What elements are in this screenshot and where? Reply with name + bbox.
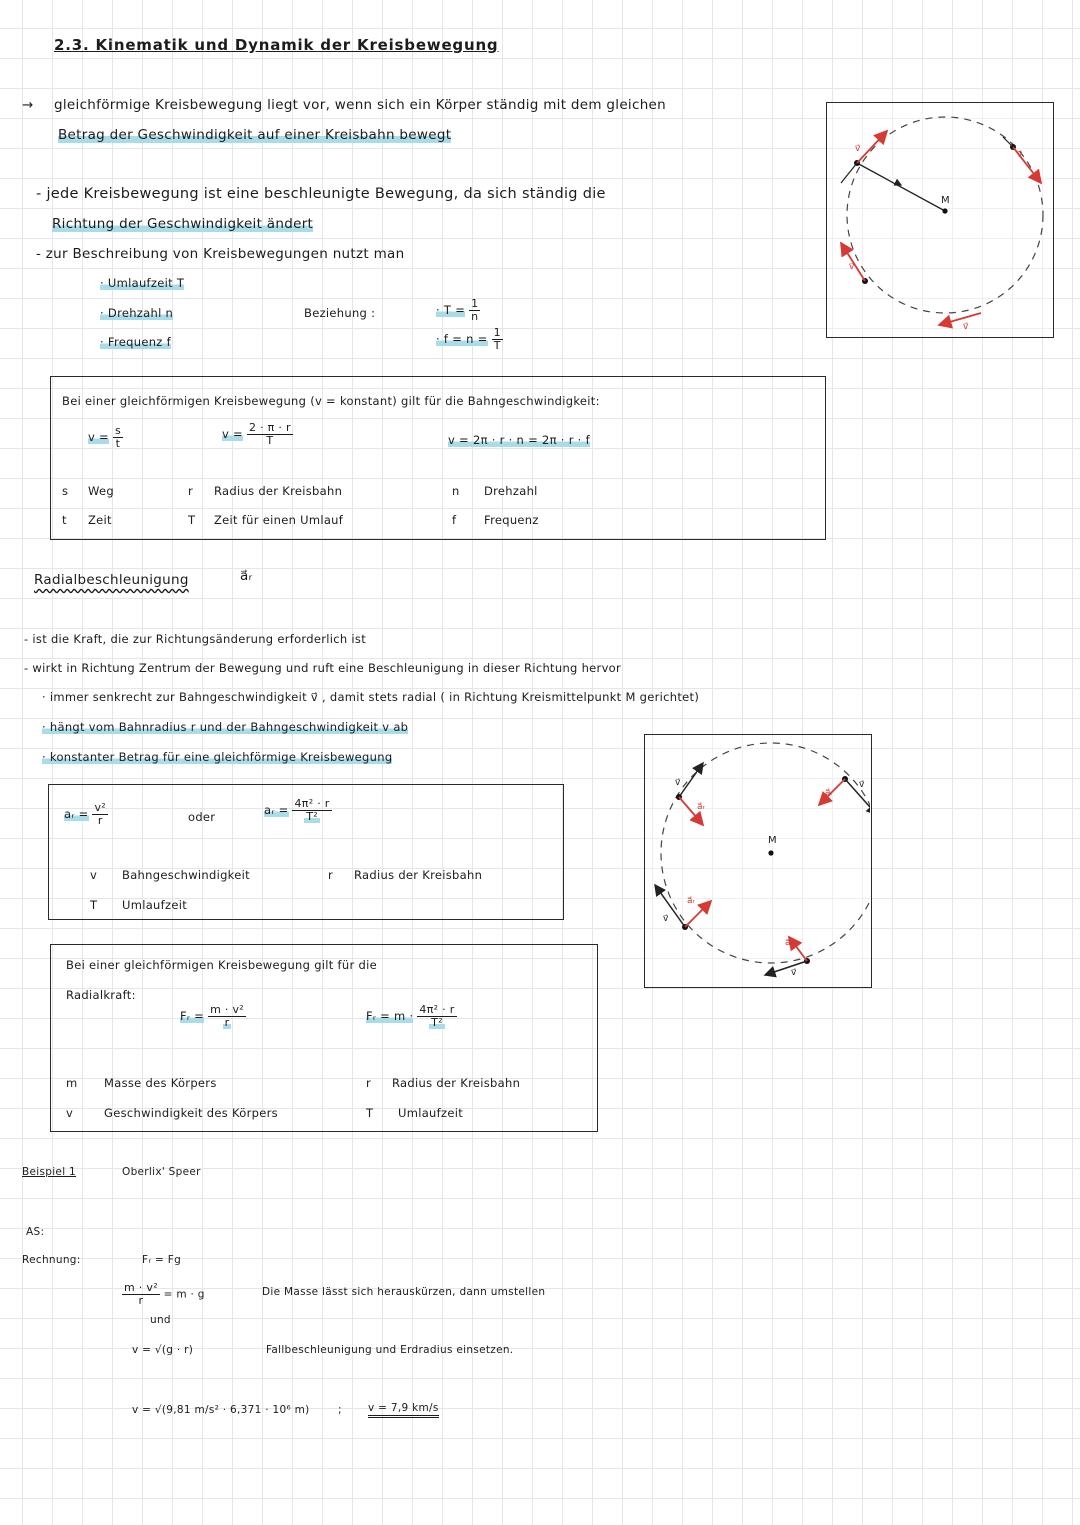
page-title: 2.3. Kinematik und Dynamik der Kreisbewegung [54,36,499,54]
box3-formula-1: Fᵣ = $\frac{\text{m · v²}}{r}$ [180,1003,244,1029]
radial-heading: Radialbeschleunigung [34,572,189,588]
diagram2-a-label-1: a⃗ᵣ [697,802,705,812]
intro-line-1: gleichförmige Kreisbewegung liegt vor, wenn sich ein Körper ständig mit dem gleichen [54,97,667,113]
radial-bullet-1: - ist die Kraft, die zur Richtungsänderung erforderlich ist [24,632,367,646]
diagram1-v-label-4: v⃗ [963,322,969,332]
legend-s: Weg [88,484,114,498]
radial-sub-2: · hängt vom Bahnradius r und der Bahngeschwindigkeit v ab [42,720,409,734]
legend-T: Zeit für einen Umlauf [214,513,344,527]
point-2: - zur Beschreibung von Kreisbewegungen nutzt man [36,246,405,262]
relation-label: Beziehung : [304,306,376,320]
diagram2-v-label-2: v⃗ [859,780,865,790]
formula-box-radialkraft [50,944,598,1132]
intro-line-2: Betrag der Geschwindigkeit auf einer Kreisbahn bewegt [58,127,452,143]
example-eq-2: $\frac{\text{m · v²}}{r}$ = m · g [124,1281,205,1307]
legend-r: Radius der Kreisbahn [214,484,343,498]
radial-bullet-2: - wirkt in Richtung Zentrum der Bewegung und ruft eine Beschleunigung in dieser Richtung hervor [24,661,622,675]
quantity-drehzahl: · Drehzahl n [100,306,174,320]
example-result: v = 7,9 km/s [368,1402,439,1418]
legend-s-symbol: s [62,484,69,498]
box2-formula-2: aᵣ = $\frac{\text{4π² · r}}{\text{T²}}$ [264,797,330,823]
example-and: und [150,1314,171,1326]
example-note-1: Die Masse lässt sich herauskürzen, dann umstellen [262,1286,546,1298]
box3-formula-2: Fᵣ = m · $\frac{\text{4π² · r}}{\text{T²}}$ [366,1003,455,1029]
diagram2-center-label: M [768,835,777,846]
quantity-umlaufzeit: · Umlaufzeit T [100,276,185,290]
legend-f-symbol: f [452,513,457,527]
box3-legend-v: Geschwindigkeit des Körpers [104,1106,278,1120]
example-label: Beispiel 1 [22,1166,77,1178]
circle-diagram-velocity [826,102,1054,338]
relation-2: · f = n = $\frac{1}{T}$ [436,326,501,352]
example-note-2: Fallbeschleunigung und Erdradius einsetzen. [266,1344,514,1356]
example-eq-4: v = √(9,81 m/s² · 6,371 · 10⁶ m) [132,1404,310,1416]
box2-legend-T: Umlaufzeit [122,898,188,912]
diagram1-v-label-3: v⃗ [849,262,855,272]
diagram1-v-label-1: v⃗ [855,144,861,154]
relation-1: · T = $\frac{1}{n}$ [436,297,479,323]
box3-legend-T-symbol: T [366,1106,374,1120]
diagram1-v-label-2: v⃗ [1017,150,1023,160]
diagram2-v-label-1: v⃗ [675,778,681,788]
example-as: AS: [26,1226,45,1238]
box1-formula-1: v = $\frac{s}{t}$ [88,424,121,450]
box3-heading-1: Bei einer gleichförmigen Kreisbewegung gilt für die [66,958,377,972]
box2-legend-T-symbol: T [90,898,98,912]
legend-r-symbol: r [188,484,194,498]
box3-legend-m-symbol: m [66,1076,78,1090]
box3-legend-v-symbol: v [66,1106,74,1120]
box3-heading-2: Radialkraft: [66,988,136,1002]
box1-formula-3: v = 2π · r · n = 2π · r · f [448,433,590,447]
box2-formula-1: aᵣ = $\frac{\text{v²}}{r}$ [64,801,107,827]
example-eq-1: Fᵣ = Fg [142,1254,182,1266]
diagram2-a-label-3: a⃗ᵣ [687,896,695,906]
diagram2-a-label-4: a⃗ᵣ [785,938,793,948]
box3-legend-T: Umlaufzeit [398,1106,464,1120]
legend-n: Drehzahl [484,484,538,498]
example-calc-label: Rechnung: [22,1254,81,1266]
point-1-line-2: Richtung der Geschwindigkeit ändert [52,216,314,232]
example-separator: ; [338,1404,342,1416]
box1-heading: Bei einer gleichförmigen Kreisbewegung (v = konstant) gilt für die Bahngeschwindigkeit: [62,394,600,408]
diagram1-center-label: M [941,195,950,206]
box1-formula-2: v = $\frac{2 \cdot \pi \cdot r}{T}$ [222,421,291,447]
box2-legend-r-symbol: r [328,868,334,882]
box3-legend-m: Masse des Körpers [104,1076,217,1090]
radial-symbol: a⃗ᵣ [240,568,253,584]
diagram2-a-label-2: a⃗ᵣ [825,788,833,798]
legend-n-symbol: n [452,484,460,498]
example-eq-3: v = √(g · r) [132,1344,194,1356]
box2-legend-r: Radius der Kreisbahn [354,868,483,882]
legend-f: Frequenz [484,513,539,527]
diagram2-v-label-3: v⃗ [663,914,669,924]
diagram2-v-label-4: v⃗ [791,968,797,978]
legend-t-symbol: t [62,513,67,527]
box3-legend-r-symbol: r [366,1076,372,1090]
box3-legend-r: Radius der Kreisbahn [392,1076,521,1090]
point-1-line-1: - jede Kreisbewegung ist eine beschleunigte Bewegung, da sich ständig die [36,186,606,202]
radial-sub-3: · konstanter Betrag für eine gleichförmige Kreisbewegung [42,750,393,764]
circle-diagram-acceleration [644,734,872,988]
legend-T-symbol: T [188,513,196,527]
radial-sub-1: · immer senkrecht zur Bahngeschwindigkeit v⃗ , damit stets radial ( in Richtung Kreismittelpunkt M gerichtet) [42,690,700,704]
intro-arrow: → [22,97,34,113]
box2-legend-v-symbol: v [90,868,98,882]
quantity-frequenz: · Frequenz f [100,335,171,349]
example-name: Oberlix' Speer [122,1166,201,1178]
box2-or: oder [188,810,216,824]
box2-legend-v: Bahngeschwindigkeit [122,868,250,882]
legend-t: Zeit [88,513,112,527]
